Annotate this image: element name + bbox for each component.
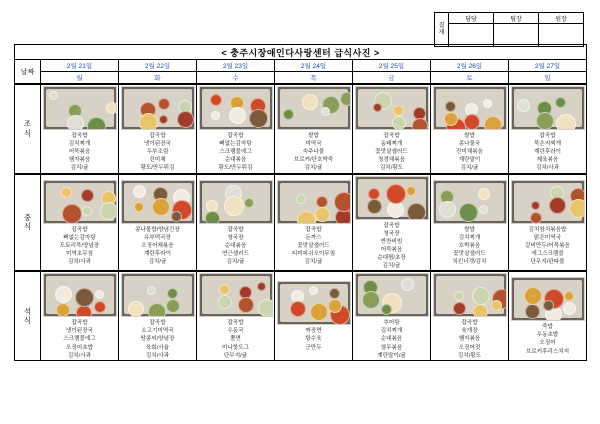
- weekday-cell-1: 화: [119, 72, 197, 85]
- menu-item: 숙주나물: [302, 149, 325, 156]
- menu-items-breakfast-1: [119, 132, 196, 173]
- meal-row-dinner: [15, 271, 587, 360]
- menu-item: 순대찜/초장: [377, 254, 406, 261]
- menu-item: 계란후라이: [534, 149, 562, 156]
- page-title: < 충주시장애인다사랑센터 급식사진 >: [15, 45, 587, 60]
- approval-stamp-box: [434, 12, 584, 47]
- weekday-cell-3: 목: [275, 72, 353, 85]
- meal-photo: [43, 273, 117, 317]
- menu-cell-dinner-6: [509, 271, 587, 360]
- menu-item: 우동국: [227, 328, 244, 335]
- menu-item: 콩나물국: [458, 141, 481, 148]
- menu-item: 김치/귤: [148, 259, 167, 266]
- menu-item: 잡곡밥: [149, 133, 166, 139]
- menu-item: 잡곡밥: [71, 320, 88, 327]
- meal-row-breakfast: [15, 84, 587, 174]
- menu-item: 오징어초밥: [65, 344, 94, 351]
- menu-items-breakfast-2: [197, 132, 274, 173]
- menu-item: 육회/사율: [145, 344, 170, 351]
- meal-label-lunch: [15, 174, 41, 272]
- menu-item: 김치/사과: [535, 165, 560, 172]
- menu-item: 김치/황도: [379, 165, 404, 172]
- menu-items-lunch-1: [119, 226, 196, 267]
- menu-item: 햄자볶음: [458, 336, 481, 343]
- menu-item: 쌀밥: [464, 226, 475, 233]
- meal-photo: [121, 273, 195, 317]
- menu-item: 브로커후리스치지: [525, 348, 570, 355]
- menu-item: 군만두: [305, 344, 322, 351]
- menu-items-breakfast-6: [509, 132, 586, 173]
- menu-item: 김치/귤: [304, 165, 323, 172]
- menu-cell-dinner-4: [353, 271, 431, 360]
- menu-item: 꽃맛살샐러드: [453, 250, 486, 257]
- menu-item: 탕수육: [305, 336, 322, 343]
- meal-photo: [277, 180, 351, 224]
- menu-item: 햄자볶음: [68, 157, 91, 164]
- menu-item: 계란후라이: [143, 250, 172, 257]
- meal-label-dinner-char-1: 석: [23, 306, 32, 316]
- menu-item: 김치/사과: [67, 352, 92, 359]
- menu-items-lunch-4: [353, 222, 430, 271]
- menu-item: 청경채볶음: [377, 157, 406, 164]
- menu-item: 잡곡밥: [227, 133, 244, 139]
- weekly-menu-table: [14, 44, 587, 361]
- menu-items-dinner-0: [41, 319, 118, 360]
- menu-items-lunch-6: [509, 226, 586, 267]
- menu-item: 김치/사과: [67, 259, 92, 266]
- date-cell-2: 2월 23일: [197, 60, 275, 72]
- weekday-cell-4: 금: [353, 72, 431, 85]
- menu-cell-breakfast-1: [119, 84, 197, 174]
- menu-cell-dinner-5: [431, 271, 509, 360]
- menu-item: 도토리묵/양념장: [59, 242, 100, 249]
- menu-items-dinner-6: [509, 323, 586, 355]
- approval-col-1: 담당: [449, 13, 494, 24]
- menu-item: 잡곡밥: [383, 222, 400, 229]
- menu-item: 브로커/단호박죽: [293, 157, 334, 164]
- menu-item: 죽밥: [542, 324, 553, 331]
- menu-cell-breakfast-2: [197, 84, 275, 174]
- approval-col-2: 팀장: [494, 13, 539, 24]
- meal-photo: [199, 86, 273, 130]
- menu-items-lunch-2: [197, 226, 274, 267]
- menu-item: 잡곡밥: [71, 133, 88, 139]
- menu-item: 단무지/판따불: [530, 259, 565, 266]
- menu-cell-lunch-4: [353, 174, 431, 272]
- menu-item: 미니핫도그: [221, 344, 250, 351]
- menu-item: 잡곡밥: [539, 133, 556, 139]
- menu-item: 냉이된장국: [143, 141, 172, 148]
- meal-photo: [199, 180, 273, 224]
- meal-photo: [277, 281, 351, 325]
- menu-cell-lunch-6: [509, 174, 587, 272]
- menu-cell-lunch-5: [431, 174, 509, 272]
- menu-item: 오징어채볶음: [141, 242, 174, 249]
- menu-cell-dinner-3: [275, 271, 353, 360]
- menu-item: 김치/귤: [70, 165, 89, 172]
- menu-item: 두부조림: [146, 149, 169, 156]
- menu-item: 미역초무침: [65, 250, 94, 257]
- menu-items-dinner-4: [353, 319, 430, 360]
- meal-photo: [121, 86, 195, 130]
- meal-photo: [433, 180, 507, 224]
- menu-item: 소고기미역국: [141, 328, 174, 335]
- menu-item: 김치/사과: [145, 352, 170, 359]
- date-cell-6: 2월 27일: [509, 60, 587, 72]
- date-cell-5: 2월 26일: [431, 60, 509, 72]
- meal-photo: [511, 86, 585, 130]
- meal-photo: [355, 273, 429, 317]
- menu-item: 황도/만두튀김: [218, 165, 253, 172]
- menu-item: 뼈없는감자탕: [63, 234, 96, 241]
- menu-item: 계란말이: [458, 157, 481, 164]
- weekday-cell-5: 토: [431, 72, 509, 85]
- menu-cell-breakfast-3: [275, 84, 353, 174]
- menu-item: 청국장: [227, 234, 244, 241]
- meal-photo: [277, 86, 351, 130]
- menu-items-dinner-5: [431, 319, 508, 360]
- meal-label-breakfast-char-2: 식: [23, 128, 32, 138]
- menu-item: 땅콩씨/양념장: [140, 336, 175, 343]
- menu-cell-dinner-2: [197, 271, 275, 360]
- menu-item: 진미채볶음: [455, 149, 484, 156]
- menu-item: 미역국: [305, 141, 322, 148]
- approval-label-char-2: 재: [438, 29, 445, 36]
- date-row: [15, 60, 587, 72]
- meal-label-dinner: [15, 271, 41, 360]
- menu-items-breakfast-0: [41, 132, 118, 173]
- menu-item: 열무볶음: [380, 344, 403, 351]
- menu-item: 잡곡밥: [383, 133, 400, 139]
- date-cell-1: 2월 22일: [119, 60, 197, 72]
- date-cell-4: 2월 25일: [353, 60, 431, 72]
- weekday-cell-2: 수: [197, 72, 275, 85]
- meal-photo: [433, 86, 507, 130]
- menu-item: 쌀밥: [308, 133, 319, 139]
- menu-items-breakfast-5: [431, 132, 508, 173]
- menu-item: 냉이된장국: [65, 328, 94, 335]
- meal-photo: [355, 176, 429, 220]
- menu-item: 반찬비빔: [380, 238, 403, 245]
- date-cell-3: 2월 24일: [275, 60, 353, 72]
- title-row: [15, 45, 587, 60]
- menu-cell-lunch-2: [197, 174, 275, 272]
- menu-item: 꽃맛살샐러드: [375, 149, 408, 156]
- menu-item: 에그스크램블: [531, 250, 564, 257]
- meal-label-lunch-char-1: 중: [23, 213, 32, 222]
- menu-item: 쫄면: [230, 336, 241, 343]
- menu-cell-breakfast-5: [431, 84, 509, 174]
- menu-item: 김치/귤: [304, 259, 323, 266]
- menu-item: 동태찌개: [380, 141, 403, 148]
- menu-item: 김치찌개: [380, 328, 403, 335]
- meal-photo: [43, 86, 117, 130]
- meal-photo: [511, 180, 585, 224]
- menu-item: 맑은미역국: [534, 234, 562, 241]
- menu-items-lunch-3: [275, 226, 352, 267]
- menu-cell-lunch-1: [119, 174, 197, 272]
- menu-items-lunch-0: [41, 226, 118, 267]
- date-cell-0: 2월 21일: [41, 60, 119, 72]
- menu-item: 짜장면: [305, 328, 322, 335]
- meal-photo: [43, 180, 117, 224]
- menu-item: 스크램블에그: [219, 149, 252, 156]
- menu-item: 갈비만두/어묵볶음: [525, 242, 570, 249]
- menu-items-dinner-2: [197, 319, 274, 360]
- meal-photo: [511, 277, 585, 321]
- menu-cell-dinner-0: [41, 271, 119, 360]
- menu-cell-lunch-0: [41, 174, 119, 272]
- menu-items-lunch-5: [431, 226, 508, 267]
- menu-item: 잡곡밥: [227, 226, 244, 233]
- menu-item: 김치참치볶음밥: [528, 226, 567, 233]
- menu-item: 꽃맛살샐러드: [297, 242, 330, 249]
- menu-item: 김치/귤: [226, 259, 245, 266]
- menu-item: 김치찌개: [458, 234, 481, 241]
- menu-item: 어묵볶음: [380, 246, 403, 253]
- menu-item: 김치찌개: [68, 141, 91, 148]
- menu-item: 연근샐러드: [221, 250, 250, 257]
- menu-item: 우동초밥: [536, 332, 559, 339]
- menu-item: 육개장: [461, 328, 478, 335]
- menu-items-breakfast-4: [353, 132, 430, 173]
- menu-item: 호박볶음: [458, 242, 481, 249]
- menu-item: 콩나물밥/양념간장: [135, 226, 180, 233]
- menu-item: 청국장: [383, 230, 400, 237]
- meal-label-breakfast-char-1: 조: [23, 119, 32, 129]
- meal-photo: [199, 273, 273, 317]
- menu-item: 김치/귤: [460, 165, 479, 172]
- menu-item: 유부떡국장: [143, 234, 172, 241]
- meal-label-dinner-char-2: 식: [23, 315, 32, 325]
- meal-photo: [433, 273, 507, 317]
- menu-item: 계란말이/귤: [377, 352, 406, 359]
- menu-item: 진미채: [149, 157, 166, 164]
- menu-item: 추어탕: [383, 320, 400, 327]
- menu-item: 치킨너겟/김치: [452, 259, 487, 266]
- menu-items-breakfast-3: [275, 132, 352, 173]
- menu-item: 뼈없는감자탕: [219, 141, 252, 148]
- date-header-label: 날짜: [15, 60, 41, 85]
- approval-col-3: 원장: [539, 13, 584, 24]
- weekday-cell-0: 월: [41, 72, 119, 85]
- menu-cell-dinner-1: [119, 271, 197, 360]
- meal-label-lunch-char-2: 식: [23, 222, 32, 232]
- approval-header-row: [435, 13, 584, 24]
- menu-item: 돈까스: [305, 234, 322, 241]
- menu-cell-breakfast-0: [41, 84, 119, 174]
- approval-label: [435, 13, 449, 47]
- meal-photo: [121, 180, 195, 224]
- menu-cell-breakfast-4: [353, 84, 431, 174]
- menu-items-dinner-1: [119, 319, 196, 360]
- menu-item: 잡곡밥: [227, 320, 244, 327]
- menu-item: 어묵볶음: [68, 149, 91, 156]
- menu-item: 잡곡밥: [71, 226, 88, 233]
- menu-item: 김치/귤: [382, 263, 401, 270]
- meal-label-breakfast: [15, 84, 41, 174]
- menu-item: 스크램블에그: [63, 336, 96, 343]
- menu-item: 쌀밥: [464, 133, 475, 139]
- menu-item: 잡곡밥: [149, 320, 166, 327]
- menu-item: 순대볶음: [224, 157, 247, 164]
- menu-item: 잡곡밥: [461, 320, 478, 327]
- meal-row-lunch: [15, 174, 587, 272]
- menu-item: 오징어젓: [458, 344, 481, 351]
- menu-cell-breakfast-6: [509, 84, 587, 174]
- menu-table-wrap: [14, 44, 586, 361]
- weekday-cell-6: 일: [509, 72, 587, 85]
- approval-label-char-1: 결: [438, 22, 445, 29]
- menu-item: 제육볶음: [536, 157, 559, 164]
- menu-item: 묵은지찌개: [534, 141, 562, 148]
- menu-items-dinner-3: [275, 327, 352, 351]
- menu-item: 잡곡밥: [305, 226, 322, 233]
- menu-item: 오징어: [539, 340, 556, 347]
- menu-item: 김치/황도: [457, 352, 482, 359]
- menu-item: 순대볶음: [224, 242, 247, 249]
- weekday-row: [15, 72, 587, 85]
- meal-photo: [355, 86, 429, 130]
- menu-item: 순대볶음: [380, 336, 403, 343]
- menu-cell-lunch-3: [275, 174, 353, 272]
- menu-item: 단무지/귤: [223, 352, 248, 359]
- menu-item: 황도/만두튀김: [140, 165, 175, 172]
- menu-item: 티미피쉬오이무침: [291, 250, 336, 257]
